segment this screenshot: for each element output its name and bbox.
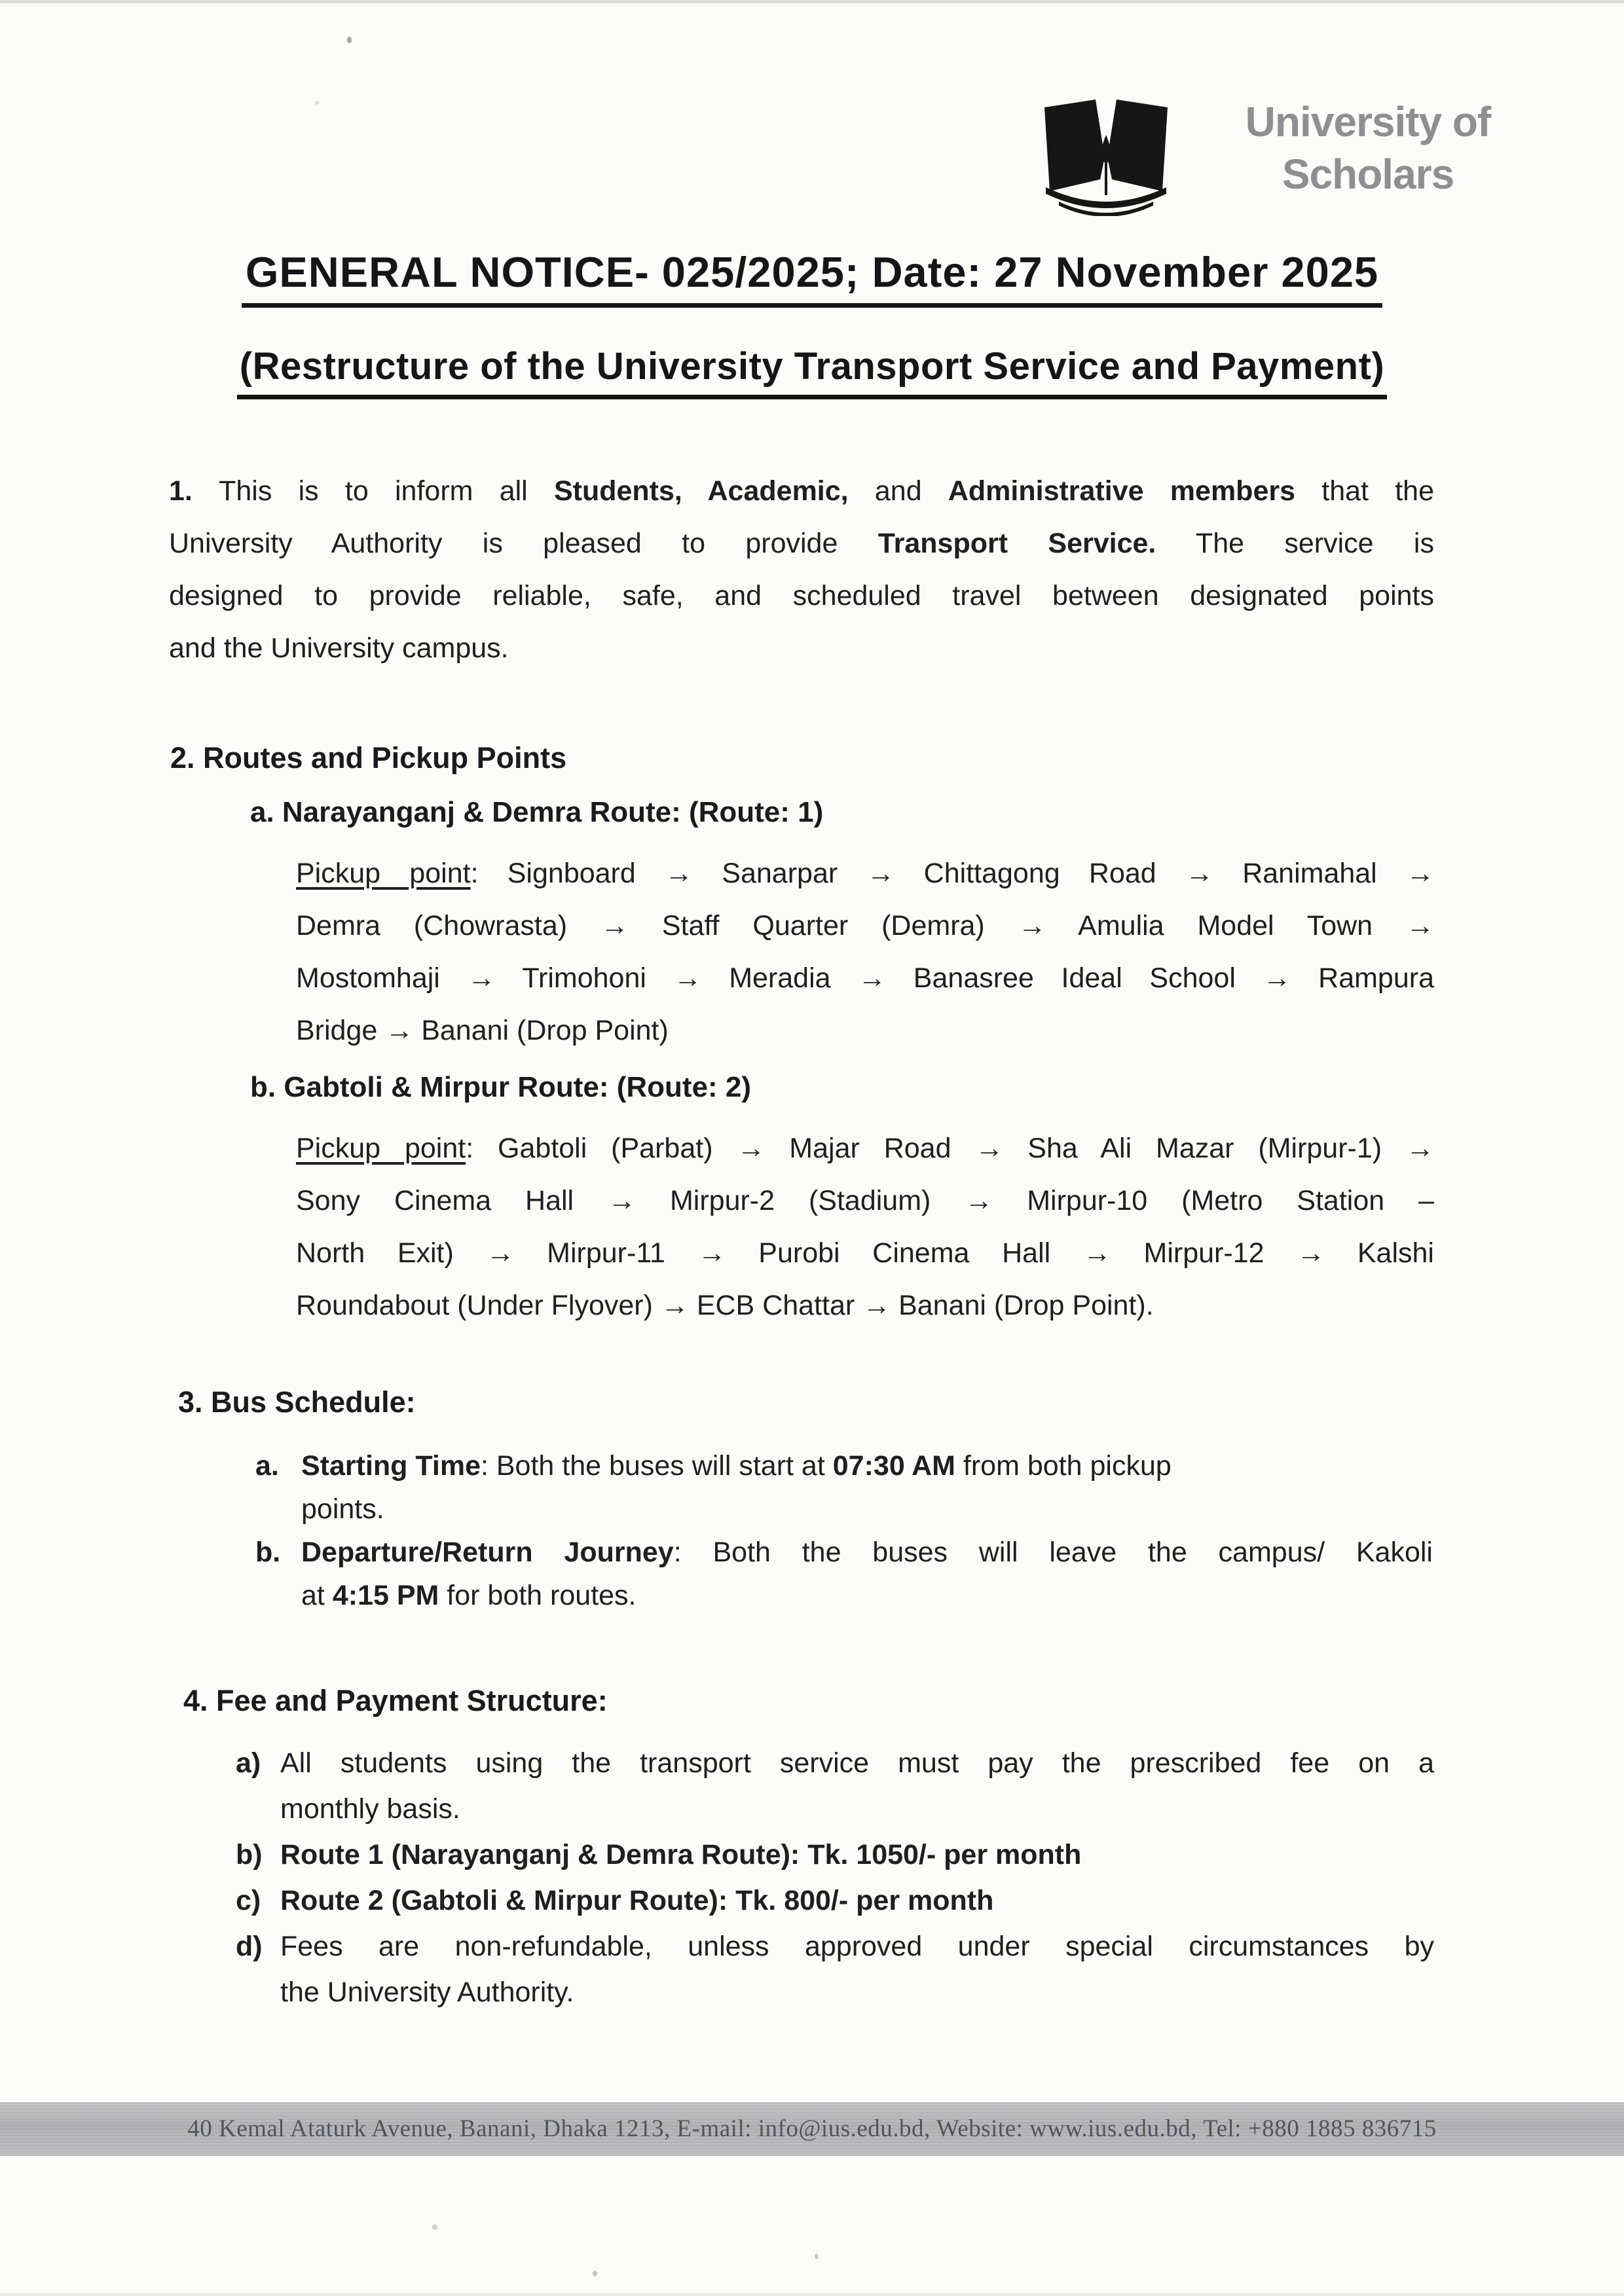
schedule-item-departure xyxy=(255,1531,1433,1617)
route1-pickup-points xyxy=(296,847,1434,1057)
notice-title: GENERAL NOTICE- 025/2025; Date: 27 November 2025 xyxy=(242,247,1382,308)
fees-list xyxy=(236,1740,1434,2015)
text-line: Departure/Return Journey: Both the buses will leave the campus/ Kakoli xyxy=(301,1537,1433,1568)
text-line: Demra (Chowrasta) → Staff Quarter (Demra) → Amulia Model Town → xyxy=(296,910,1434,941)
logo-line-scholars: Scholars xyxy=(1282,151,1454,198)
text-line: and the University campus. xyxy=(169,632,509,664)
list-marker: a) xyxy=(236,1747,261,1779)
text-line: Mostomhaji → Trimohoni → Meradia → Banasree Ideal School → Rampura xyxy=(296,962,1434,994)
section-schedule-heading: 3. Bus Schedule: xyxy=(178,1385,416,1419)
logo-text xyxy=(1183,96,1553,200)
text-line: 1. This is to inform all Students, Academic, and Administrative members that the xyxy=(169,475,1434,507)
notice-subtitle: (Restructure of the University Transport Service and Payment) xyxy=(237,344,1387,399)
schedule-item-starting-time xyxy=(255,1444,1433,1531)
route2-heading: b. Gabtoli & Mirpur Route: (Route: 2) xyxy=(250,1071,752,1103)
footer-address-bar xyxy=(0,2102,1624,2156)
text-line: Pickup point: Signboard → Sanarpar → Chittagong Road → Ranimahal → xyxy=(296,858,1434,889)
footer-contact-text: 40 Kemal Ataturk Avenue, Banani, Dhaka 1213, E-mail: info@ius.edu.bd, Website: www.ius.edu.bd, Tel: +880 1885 836715 xyxy=(187,2115,1437,2142)
route1-heading: a. Narayanganj & Demra Route: (Route: 1) xyxy=(250,796,824,828)
scan-speck xyxy=(432,2225,437,2230)
list-marker: a. xyxy=(255,1450,279,1482)
text-line: Fees are non-refundable, unless approved under special circumstances by xyxy=(280,1931,1434,1962)
section-routes-heading: 2. Routes and Pickup Points xyxy=(170,741,567,774)
scan-edge-bottom xyxy=(0,2293,1624,2296)
open-book-pen-icon xyxy=(1037,97,1175,216)
fees-item-refund xyxy=(236,1923,1434,2015)
text-line: Route 2 (Gabtoli & Mirpur Route): Tk. 800/- per month xyxy=(280,1885,994,1916)
text-line: Roundabout (Under Flyover) → ECB Chattar → Banani (Drop Point). xyxy=(296,1290,1154,1321)
fees-item-route1 xyxy=(236,1832,1434,1878)
text-line: Sony Cinema Hall → Mirpur-2 (Stadium) → Mirpur-10 (Metro Station – xyxy=(296,1185,1434,1216)
text-line: monthly basis. xyxy=(280,1793,460,1825)
text-line: University Authority is pleased to provide Transport Service. The service is xyxy=(169,528,1434,559)
list-marker: c) xyxy=(236,1885,261,1916)
text-line: at 4:15 PM for both routes. xyxy=(301,1580,637,1611)
text-line: points. xyxy=(301,1493,384,1525)
section-fees-heading: 4. Fee and Payment Structure: xyxy=(183,1684,608,1717)
scan-speck xyxy=(315,101,319,105)
fees-item-monthly xyxy=(236,1740,1434,1832)
list-marker: b) xyxy=(236,1839,263,1870)
route2-pickup-points xyxy=(296,1122,1434,1332)
text-line: designed to provide reliable, safe, and scheduled travel between designated points xyxy=(169,580,1434,611)
scan-speck xyxy=(593,2270,597,2276)
text-line: All students using the transport service must pay the prescribed fee on a xyxy=(280,1747,1434,1779)
schedule-list xyxy=(255,1444,1433,1617)
text-line: the University Authority. xyxy=(280,1977,574,2008)
subtitle-row xyxy=(0,344,1624,399)
title-row xyxy=(0,247,1624,308)
list-marker: b. xyxy=(255,1537,281,1568)
scan-speck xyxy=(347,37,352,43)
intro-paragraph xyxy=(169,465,1434,674)
scan-edge-top xyxy=(0,0,1624,3)
list-marker: d) xyxy=(236,1931,263,1962)
scan-speck xyxy=(815,2253,819,2259)
fees-item-route2 xyxy=(236,1878,1434,1923)
text-line: Bridge → Banani (Drop Point) xyxy=(296,1015,669,1046)
logo-line-university-of: University of xyxy=(1245,98,1491,145)
text-line: Route 1 (Narayanganj & Demra Route): Tk. 1050/- per month xyxy=(280,1839,1082,1870)
text-line: North Exit) → Mirpur-11 → Purobi Cinema Hall → Mirpur-12 → Kalshi xyxy=(296,1237,1434,1269)
text-line: Starting Time: Both the buses will start at 07:30 AM from both pickup xyxy=(301,1450,1172,1482)
text-line: Pickup point: Gabtoli (Parbat) → Majar Road → Sha Ali Mazar (Mirpur-1) → xyxy=(296,1133,1434,1164)
